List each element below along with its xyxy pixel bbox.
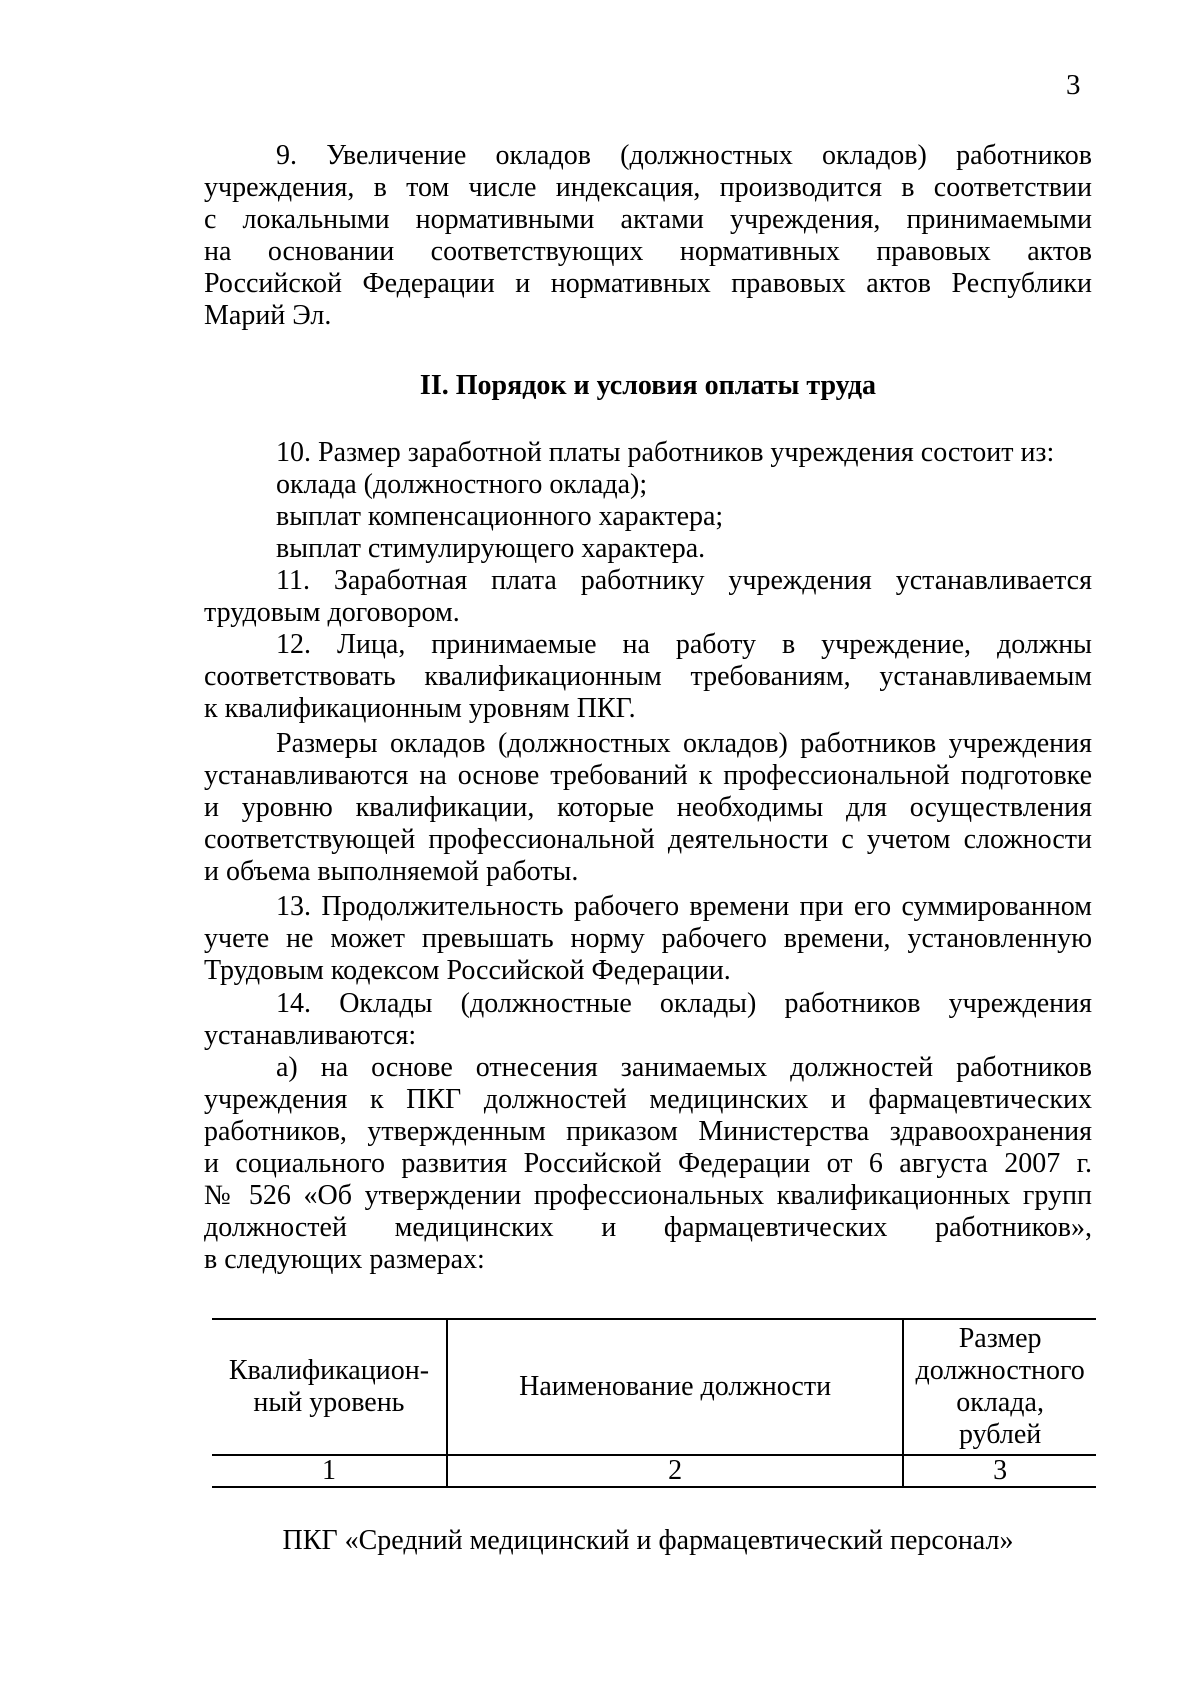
text-line: устанавливаются на основе требований к профессиональной подготовке: [204, 760, 1092, 791]
text-line: устанавливаются:: [204, 1020, 417, 1051]
text-line: а) на основе отнесения занимаемых должностей работников: [276, 1052, 1092, 1083]
text-line: Марий Эл.: [204, 300, 332, 331]
text-line: трудовым договором.: [204, 597, 460, 628]
paragraph-13: [204, 891, 1092, 987]
list-item: выплат компенсационного характера;: [276, 501, 724, 532]
section-heading: II. Порядок и условия оплаты труда: [419, 370, 877, 401]
paragraph-12-salary-sizes: [204, 728, 1092, 888]
text-line: 9. Увеличение окладов (должностных окладов) работников: [276, 140, 1092, 171]
text-line: № 526 «Об утверждении профессиональных квалификационных групп: [204, 1180, 1092, 1211]
header-qualification-level: Квалификацион- ный уровень: [212, 1319, 447, 1455]
pkg-group-title: ПКГ «Средний медицинский и фармацевтический персонал»: [282, 1525, 1014, 1556]
table-row: [212, 1455, 1096, 1487]
table-cell: 3: [903, 1455, 1096, 1487]
text-line: 10. Размер заработной платы работников учреждения состоит из:: [276, 437, 1055, 468]
text-line: Российской Федерации и нормативных правовых актов Республики: [204, 268, 1092, 299]
paragraph-14a: [204, 1052, 1092, 1276]
text-line: Размеры окладов (должностных окладов) работников учреждения: [276, 728, 1092, 759]
table-cell: 1: [212, 1455, 447, 1487]
text-line: на основании соответствующих нормативных правовых актов: [204, 236, 1092, 267]
text-line: учреждения к ПКГ должностей медицинских и фармацевтических: [204, 1084, 1092, 1115]
text-line: работников, утвержденным приказом Министерства здравоохранения: [204, 1116, 1092, 1147]
list-item: выплат стимулирующего характера.: [276, 533, 706, 564]
text-line: 11. Заработная плата работнику учреждения устанавливается: [276, 565, 1092, 596]
paragraph-11: [204, 565, 1092, 629]
text-line: соответствовать квалификационным требованиям, устанавливаемым: [204, 661, 1092, 692]
text-line: должностей медицинских и фармацевтических работников»,: [204, 1212, 1092, 1243]
text-line: Трудовым кодексом Российской Федерации.: [204, 955, 731, 986]
paragraph-14: [204, 988, 1092, 1052]
text-line: с локальными нормативными актами учреждения, принимаемыми: [204, 204, 1092, 235]
text-line: 14. Оклады (должностные оклады) работников учреждения: [276, 988, 1092, 1019]
text-line: учреждения, в том числе индексация, производится в соответствии: [204, 172, 1092, 203]
paragraph-12: [204, 629, 1092, 725]
header-position-name: Наименование должности: [447, 1319, 903, 1455]
text-line: и уровню квалификации, которые необходимы для осуществления: [204, 792, 1092, 823]
page-number: 3: [1066, 69, 1081, 101]
paragraph-9: [204, 140, 1092, 332]
text-line: соответствующей профессиональной деятельности с учетом сложности: [204, 824, 1092, 855]
list-item: оклада (должностного оклада);: [276, 469, 648, 500]
text-line: и социального развития Российской Федерации от 6 августа 2007 г.: [204, 1148, 1092, 1179]
text-line: 13. Продолжительность рабочего времени при его суммированном: [276, 891, 1092, 922]
header-salary-amount: Размер должностного оклада, рублей: [903, 1319, 1096, 1455]
text-line: и объема выполняемой работы.: [204, 856, 579, 887]
table-cell: 2: [447, 1455, 903, 1487]
salary-table: [212, 1318, 1096, 1488]
paragraph-10: [204, 437, 1092, 565]
text-line: к квалификационным уровням ПКГ.: [204, 693, 636, 724]
text-line: 12. Лица, принимаемые на работу в учреждение, должны: [276, 629, 1092, 660]
text-line: в следующих размерах:: [204, 1244, 485, 1275]
text-line: учете не может превышать норму рабочего времени, установленную: [204, 923, 1092, 954]
table-header-row: [212, 1319, 1096, 1455]
